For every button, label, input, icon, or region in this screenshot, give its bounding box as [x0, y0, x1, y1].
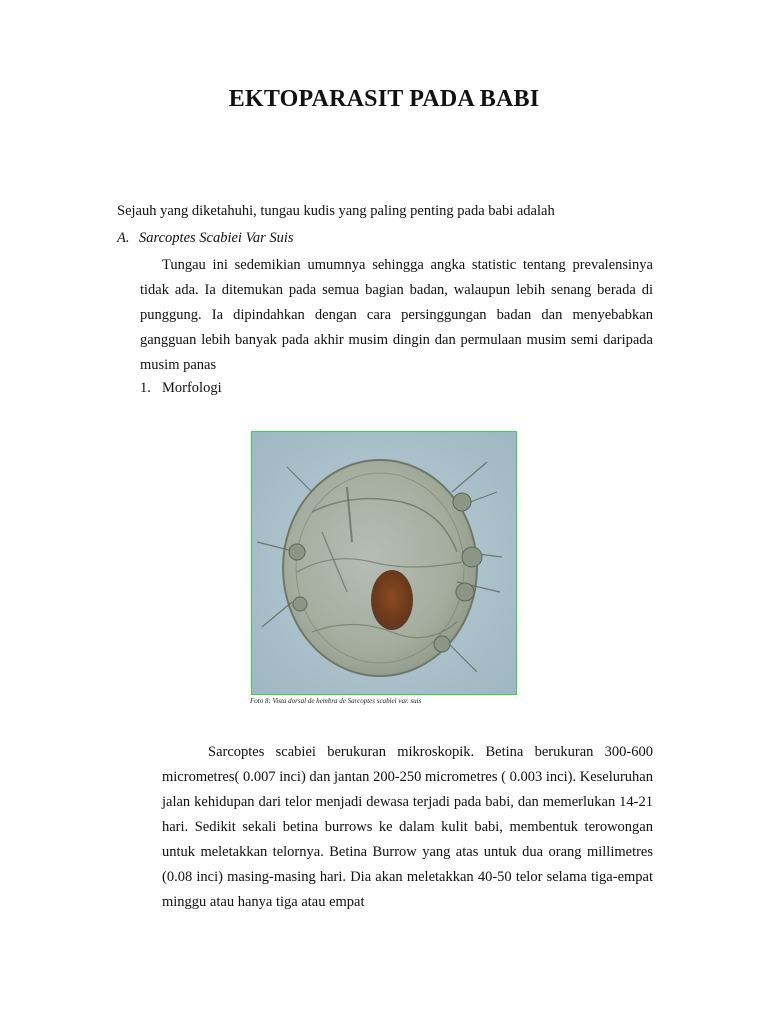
page-title: EKTOPARASIT PADA BABI — [228, 86, 540, 112]
section-a-name: Sarcoptes Scabiei Var Suis — [139, 230, 294, 246]
section-a-letter: A. — [117, 230, 130, 246]
figure-caption: Foto 8: Vista dorsal de hembra de Sarcoptes scabiei var. suis — [250, 697, 422, 705]
item-1-number: 1. — [140, 380, 151, 396]
intro-text: Sejauh yang diketahuhi, tungau kudis yang paling penting pada babi adalah — [117, 203, 555, 219]
section-a-paragraph: Tungau ini sedemikian umumnya sehingga angka statistic tentang prevalensinya tidak ada. Ia ditemukan pada semua bagian badan, walaupun lebih senang berada di punggung. Ia dipindahkan dengan cara persinggungan badan dan menyebabkan gangguan lebih banyak pada akhir musim dingin dan permulaan musim semi daripada musim panas — [140, 257, 653, 373]
microscope-photo-mite-icon — [252, 432, 516, 694]
section-a-heading — [117, 230, 294, 247]
morphology-paragraph: Sarcoptes scabiei berukuran mikroskopik. Betina berukuran 300-600 micrometres( 0.007 inci) dan jantan 200-250 micrometres ( 0.003 inci). Keseluruhan jalan kehidupan dari telor menjadi dewasa terjadi pada babi, dan memerlukan 14-21 hari. Sedikit sekali betina burrows ke dalam kulit babi, membentuk terowongan untuk meletakkan telornya. Betina Burrow yang atas untuk dua orang millimetres (0.08 inci) masing-masing hari. Dia akan meletakkan 40-50 telor selama tiga-empat minggu atau hanya tiga atau empat — [162, 744, 653, 910]
item-1-heading — [140, 380, 222, 397]
item-1-label: Morfologi — [162, 380, 222, 396]
mite-photo — [251, 431, 517, 695]
